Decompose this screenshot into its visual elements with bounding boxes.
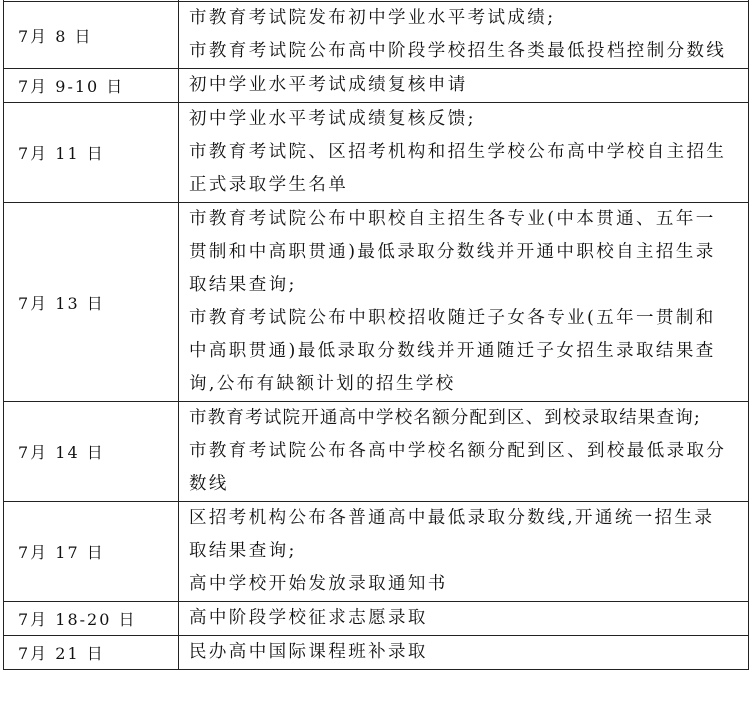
event-line: 取结果查询; — [189, 541, 297, 561]
date-cell: 7月 8 日 — [4, 2, 179, 69]
table-row — [4, 69, 749, 103]
date-cell: 7月 14 日 — [4, 402, 179, 502]
event-cell — [179, 203, 749, 402]
date-cell: 7月 9-10 日 — [4, 69, 179, 103]
event-line: 市教育考试院发布初中学业水平考试成绩; — [189, 8, 556, 28]
date-cell: 7月 18-20 日 — [4, 602, 179, 636]
event-line: 民办高中国际课程班补录取 — [189, 642, 428, 662]
event-line: 高中学校开始发放录取通知书 — [189, 574, 448, 594]
table-row — [4, 502, 749, 602]
event-line: 中高职贯通)最低录取分数线并开通随迁子女招生录取结果查 — [189, 341, 716, 361]
event-line: 市教育考试院开通高中学校名额分配到区、到校录取结果查询; — [189, 408, 701, 428]
event-cell — [179, 602, 749, 636]
event-line: 市教育考试院公布中职校招收随迁子女各专业(五年一贯制和 — [189, 308, 716, 328]
event-line: 市教育考试院公布各高中学校名额分配到区、到校最低录取分 — [189, 441, 727, 461]
event-cell — [179, 103, 749, 203]
event-line: 询,公布有缺额计划的招生学校 — [189, 374, 456, 394]
event-line: 正式录取学生名单 — [189, 175, 349, 195]
event-cell — [179, 402, 749, 502]
table-row — [4, 2, 749, 69]
event-line: 高中阶段学校征求志愿录取 — [189, 608, 428, 628]
event-line: 取结果查询; — [189, 275, 297, 295]
event-line: 市教育考试院、区招考机构和招生学校公布高中学校自主招生 — [189, 142, 727, 162]
table-row — [4, 602, 749, 636]
date-cell: 7月 21 日 — [4, 636, 179, 670]
admission-schedule-table — [3, 0, 749, 670]
date-cell: 7月 11 日 — [4, 103, 179, 203]
event-cell — [179, 2, 749, 69]
table-row — [4, 103, 749, 203]
event-line: 数线 — [189, 474, 229, 494]
event-line: 贯制和中高职贯通)最低录取分数线并开通中职校自主招生录 — [189, 242, 716, 262]
event-line: 市教育考试院公布中职校自主招生各专业(中本贯通、五年一 — [189, 209, 716, 229]
date-cell: 7月 13 日 — [4, 203, 179, 402]
event-cell — [179, 636, 749, 670]
event-line: 初中学业水平考试成绩复核反馈; — [189, 109, 476, 129]
event-cell — [179, 502, 749, 602]
event-line: 初中学业水平考试成绩复核申请 — [189, 75, 468, 95]
event-line: 市教育考试院公布高中阶段学校招生各类最低投档控制分数线 — [189, 41, 727, 61]
table-row — [4, 636, 749, 670]
date-cell: 7月 17 日 — [4, 502, 179, 602]
table-row — [4, 203, 749, 402]
event-cell — [179, 69, 749, 103]
event-line: 区招考机构公布各普通高中最低录取分数线,开通统一招生录 — [189, 508, 715, 528]
table-row — [4, 402, 749, 502]
